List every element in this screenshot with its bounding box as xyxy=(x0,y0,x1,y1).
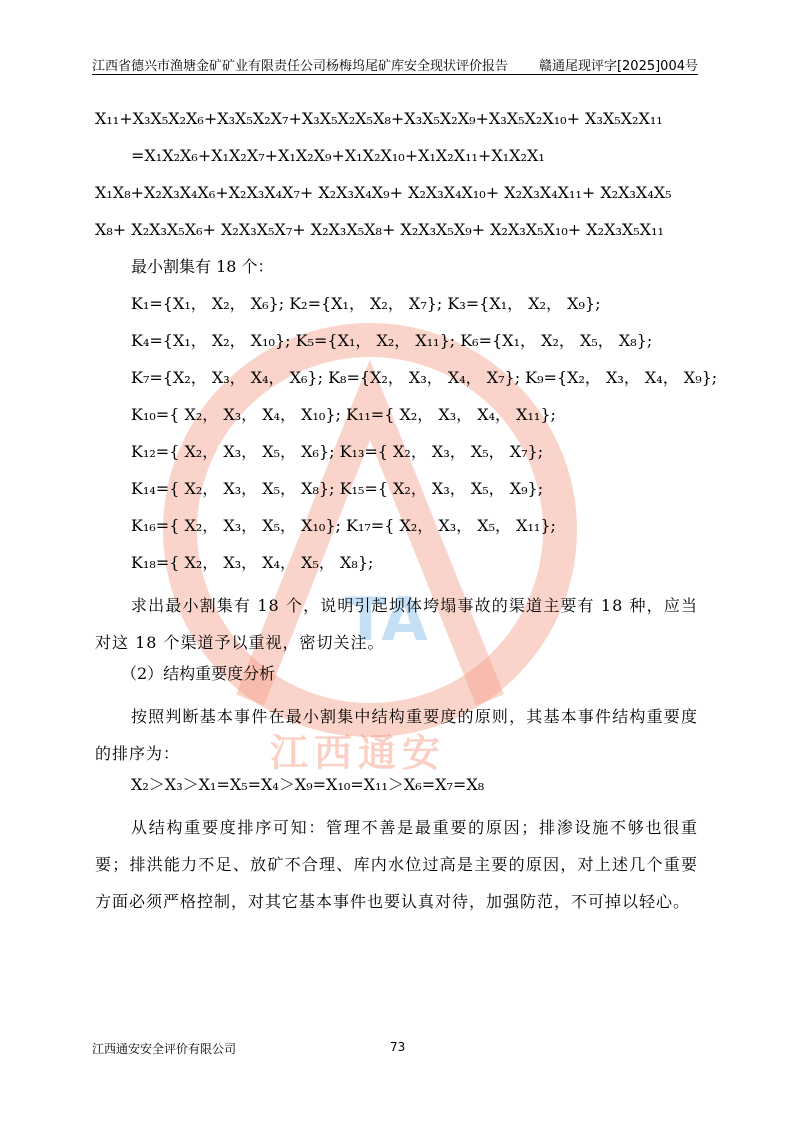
page-header xyxy=(92,54,698,74)
cutset-line: K₁₀={ X₂， X₃， X₄， X₁₀}; K₁₁={ X₂， X₃， X₄， X₁₁}; xyxy=(131,405,556,424)
cutset-line: K₁₈={ X₂， X₃， X₄， X₅， X₈}; xyxy=(131,553,374,572)
formula-line-4: X₈+ X₂X₃X₅X₆+ X₂X₃X₅X₇+ X₂X₃X₅X₈+ X₂X₃X₅X₉+ X₂X₃X₅X₁₀+ X₂X₃X₅X₁₁ xyxy=(95,220,664,239)
cutset-line: K₁₂={ X₂， X₃， X₅， X₆}; K₁₃={ X₂， X₃， X₅， X₇}; xyxy=(131,442,544,461)
header-doc-number: 赣通尾现评字[2025]004号 xyxy=(538,59,698,74)
paragraph-cutset-conclusion: 求出最小割集有 18 个，说明引起坝体垮塌事故的渠道主要有 18 种，应当对这 18 个渠道予以重视，密切关注。 xyxy=(95,596,698,652)
watermark-text: 江西通安 xyxy=(270,731,447,775)
paragraph-importance-conclusion: 从结构重要度排序可知：管理不善是最重要的原因；排渗设施不够也很重要；排洪能力不足、放矿不合理、库内水位过高是主要的原因，对上述几个重要方面必须严格控制，对其它基本事件也要认真对待，加强防范，不可掉以轻心。 xyxy=(95,818,698,911)
formula-line-1: X₁₁+X₃X₅X₂X₆+X₃X₅X₂X₇+X₃X₅X₂X₅X₈+X₃X₅X₂X₉+X₃X₅X₂X₁₀+ X₃X₅X₂X₁₁ xyxy=(95,109,663,128)
header-rule xyxy=(92,74,698,75)
cutset-line: K₁={X₁， X₂， X₆}; K₂={X₁， X₂， X₇}; K₃={X₁， X₂， X₉}; xyxy=(131,294,601,313)
cutset-line: K₄={X₁， X₂， X₁₀}; K₅={X₁， X₂， X₁₁}; K₆={X₁， X₂， X₅， X₈}; xyxy=(131,331,653,350)
cutset-count: 最小割集有 18 个： xyxy=(131,257,274,276)
cutset-line: K₁₆={ X₂， X₃， X₅， X₁₀}; K₁₇={ X₂， X₃， X₅， X₁₁}; xyxy=(131,516,556,535)
footer-company: 江西通安安全评价有限公司 xyxy=(92,1042,237,1056)
watermark-letters: TA xyxy=(345,585,428,655)
cutset-line: K₁₄={ X₂， X₃， X₅， X₈}; K₁₅={ X₂， X₃， X₅， X₉}; xyxy=(131,479,544,498)
paragraph-importance-principle: 按照判断基本事件在最小割集中结构重要度的原则，其基本事件结构重要度的排序为： xyxy=(95,707,698,763)
importance-order: X₂＞X₃＞X₁=X₅=X₄＞X₉=X₁₀=X₁₁＞X₆=X₇=X₈ xyxy=(131,775,485,794)
header-title: 江西省德兴市渔塘金矿矿业有限责任公司杨梅坞尾矿库安全现状评价报告 xyxy=(92,59,509,74)
formula-line-2: =X₁X₂X₆+X₁X₂X₇+X₁X₂X₉+X₁X₂X₁₀+X₁X₂X₁₁+X₁X₂X₁ xyxy=(131,146,545,165)
section-heading: （2）结构重要度分析 xyxy=(121,664,276,683)
cutset-line: K₇={X₂， X₃， X₄， X₆}; K₈={X₂， X₃， X₄， X₇}; K₉={X₂， X₃， X₄， X₉}; xyxy=(131,368,718,387)
page-number: 73 xyxy=(390,1040,406,1054)
formula-line-3: X₁X₈+X₂X₃X₄X₆+X₂X₃X₄X₇+ X₂X₃X₄X₉+ X₂X₃X₄X₁₀+ X₂X₃X₄X₁₁+ X₂X₃X₄X₅ xyxy=(95,183,672,202)
page-content xyxy=(95,106,718,920)
